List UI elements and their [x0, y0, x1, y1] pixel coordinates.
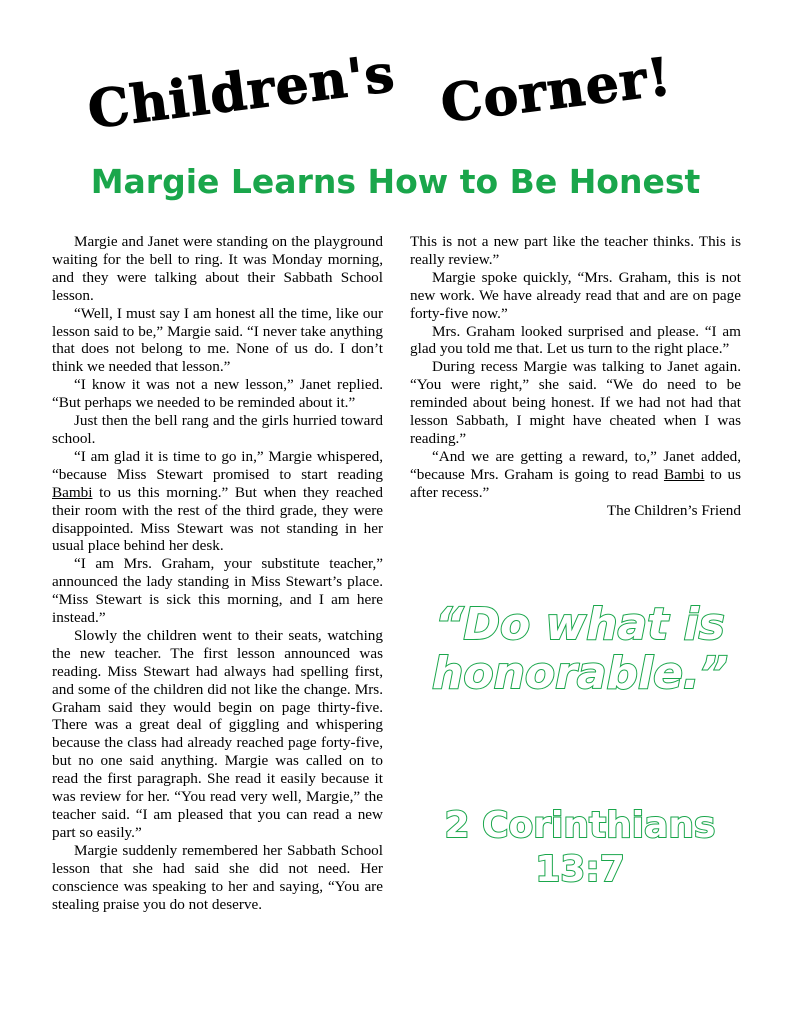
paragraph-continuation: This is not a new part like the teacher thinks. This is really review.”	[410, 233, 741, 268]
bible-verse-reference: 2 Corinthians 13:7	[444, 805, 716, 890]
paragraph-text: “I am glad it is time to go in,” Margie whispered, “because Miss Stewart promised to start reading	[52, 447, 383, 483]
paragraph-text: to us after recess.”	[410, 465, 741, 501]
story-column-left	[52, 233, 383, 913]
book-title: Bambi	[52, 483, 93, 501]
story-column-right	[410, 233, 741, 520]
paragraph: Just then the bell rang and the girls hurried toward school.	[52, 412, 383, 447]
paragraph: “I know it was not a new lesson,” Janet replied. “But perhaps we needed to be reminded about it.”	[52, 376, 383, 412]
book-title: Bambi	[663, 465, 705, 483]
story-source: The Children’s Friend	[606, 501, 741, 519]
paragraph: Margie suddenly remembered her Sabbath School lesson that she had said she did not need. Her conscience was speaking to her and saying, “You are stealing praise you do not deserve.	[52, 841, 383, 913]
bible-verse-quote: “Do what is honorable.”	[432, 599, 728, 699]
paragraph: Mrs. Graham looked surprised and please. “I am glad you told me that. Let us turn to the right place.”	[410, 322, 741, 358]
paragraph-text: “And we are getting a reward, to,” Janet added, “because Mrs. Graham is going to read	[410, 447, 741, 483]
banner-word-corner: Corner!	[437, 46, 675, 135]
paragraph: Slowly the children went to their seats, watching the new teacher. The first lesson announced was reading. Miss Stewart had always had spelling first, and some of the children did not like the change. Mrs. Graham said they would begin on page thirty-five. There was a great deal of giggling and whispering because the class had already reached page forty-five, but no one said anything. Margie was called on to read the first paragraph. She read it easily because it was review for her. “You read very well, Margie,” the teacher said. “I am pleased that you can read a new part so easily.”	[52, 626, 383, 841]
story-title: Margie Learns How to Be Honest	[90, 162, 701, 201]
paragraph-text: to us this morning.” But when they reached their room with the rest of the third grade, they were disappointed. Miss Stewart was not standing in her usual place behind her desk.	[52, 483, 383, 555]
paragraph: Margie and Janet were standing on the playground waiting for the bell to ring. It was Monday morning, and they were talking about their Sabbath School lesson.	[52, 233, 383, 304]
paragraph	[52, 448, 383, 555]
paragraph: “I am Mrs. Graham, your substitute teacher,” announced the lady standing in Miss Stewart’s place. “Miss Stewart is sick this morning, and I am here instead.”	[52, 555, 383, 627]
paragraph: “Well, I must say I am honest all the time, like our lesson said to be,” Margie said. “I never take anything that does not belong to me. None of us do. I don’t think we needed that lesson.”	[52, 304, 383, 376]
paragraph: During recess Margie was talking to Janet again. “You were right,” she said. “We do need to be reminded about being honest. If we had not had that lesson Sabbath, I might have cheated when I was reading.”	[410, 358, 741, 447]
paragraph: Margie spoke quickly, “Mrs. Graham, this is not new work. We have already read that and are on page forty-five now.”	[410, 268, 741, 322]
banner-word-childrens: Children's	[84, 42, 399, 141]
paragraph	[410, 448, 741, 502]
